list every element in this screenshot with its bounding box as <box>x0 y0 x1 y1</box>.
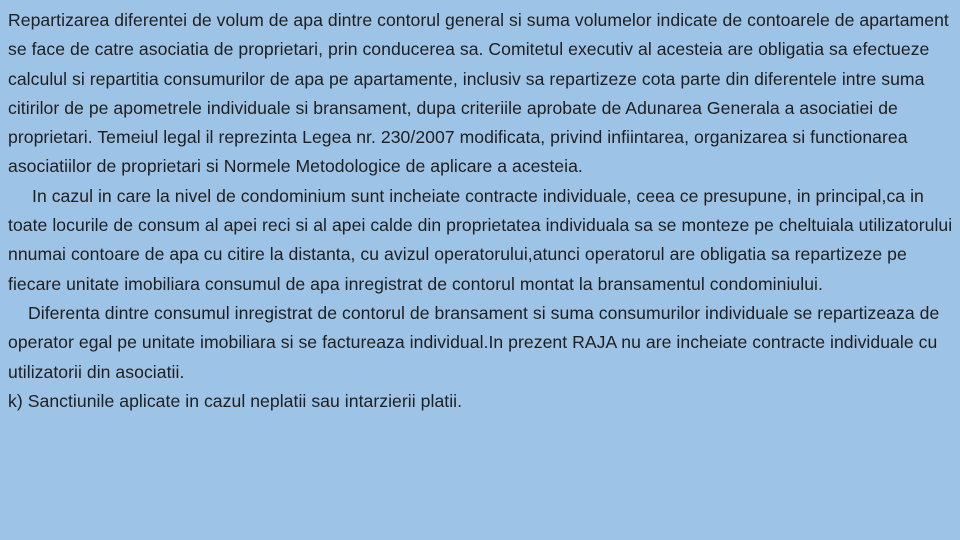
paragraph-2 <box>8 182 958 299</box>
paragraph-2-text: In cazul in care la nivel de condominium sunt incheiate contracte individuale, ceea ce presupune, in principal,ca in toate locurile de consum al apei reci si al apei calde din proprietatea individuala sa se monteze pe cheltuiala utilizatorului nnumai contoare de apa cu citire la distanta, cu avizul operatorului,atunci operatorul are obligatia sa repartizeze pe fiecare unitate imobiliara consumul de apa inregistrat de contorul montat la bransamentul condominiului. <box>8 185 953 294</box>
paragraph-3 <box>8 299 958 387</box>
paragraph-1: Repartizarea diferentei de volum de apa dintre contorul general si suma volumelor indicate de contoarele de apartament se face de catre asociatia de proprietari, prin conducerea sa. Comitetul executiv al acesteia are obligatia sa efectueze calculul si repartitia consumurilor de apa pe apartamente, inclusiv sa repartizeze cota parte din diferentele intre suma citirilor de pe apometrele individuale si bransament, dupa criteriile aprobate de Adunarea Generala a asociatiei de proprietari. Temeiul legal il reprezinta Legea nr. 230/2007 modificata, privind infiintarea, organizarea si functionarea asociatiilor de proprietari si Normele Metodologice de aplicare a acesteia. <box>8 10 949 177</box>
paragraph-3-text: Diferenta dintre consumul inregistrat de contorul de bransament si suma consumurilor individuale se repartizeaza de operator egal pe unitate imobiliara si se factureaza individual.In prezent RAJA nu are incheiate contracte individuale cu utilizatorii din asociatii. <box>8 302 940 382</box>
body-text <box>8 6 958 416</box>
paragraph-4: k) Sanctiunile aplicate in cazul neplatii sau intarzierii platii. <box>8 390 463 411</box>
